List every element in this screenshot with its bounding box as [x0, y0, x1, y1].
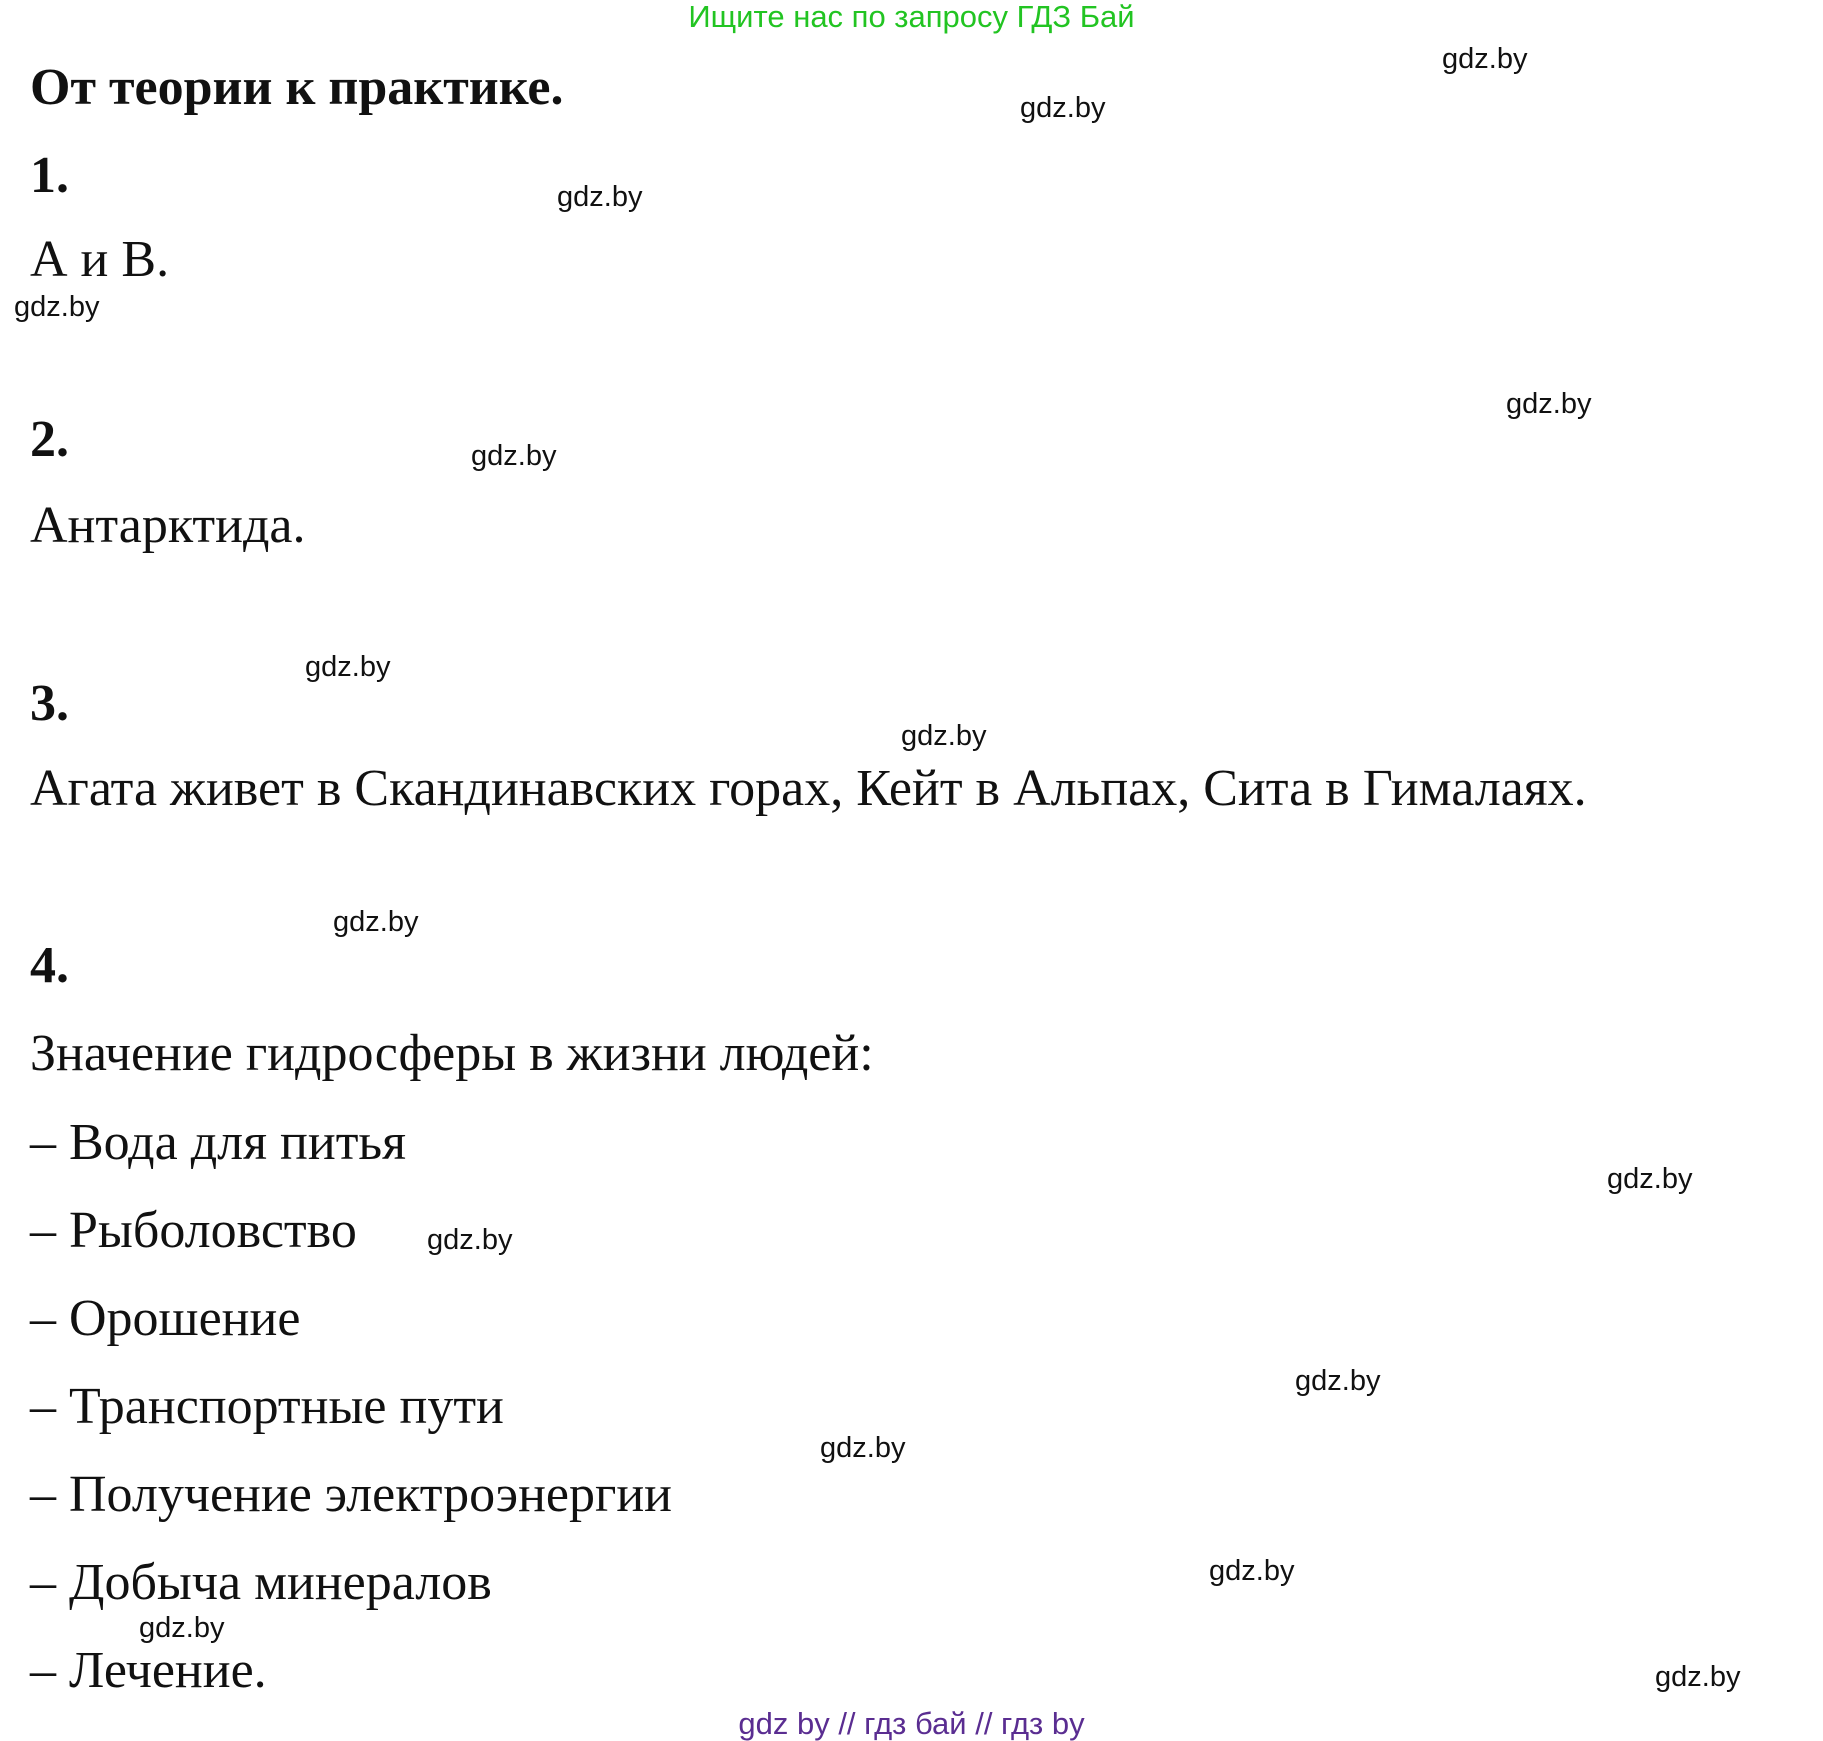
- list-item: – Добыча минералов: [30, 1554, 492, 1611]
- watermark: gdz.by: [1655, 1661, 1741, 1693]
- watermark: gdz.by: [427, 1224, 513, 1256]
- watermark: gdz.by: [820, 1432, 906, 1464]
- list-item: – Транспортные пути: [30, 1378, 504, 1435]
- watermark: gdz.by: [333, 906, 419, 938]
- list-item: – Вода для питья: [30, 1114, 407, 1171]
- watermark: gdz.by: [1295, 1365, 1381, 1397]
- answer-3: Агата живет в Скандинавских горах, Кейт в Альпах, Сита в Гималаях.: [30, 760, 1587, 817]
- list-item: – Орошение: [30, 1290, 301, 1347]
- question-number-3: 3.: [30, 675, 69, 732]
- watermark: gdz.by: [1607, 1163, 1693, 1195]
- watermark: gdz.by: [901, 720, 987, 752]
- question-number-2: 2.: [30, 411, 69, 468]
- question-number-1: 1.: [30, 147, 69, 204]
- list-item: – Получение электроэнергии: [30, 1466, 672, 1523]
- footer-links: gdz by // гдз бай // гдз by: [738, 1706, 1085, 1741]
- question-number-4: 4.: [30, 937, 69, 994]
- watermark: gdz.by: [1209, 1555, 1295, 1587]
- section-heading: От теории к практике.: [30, 59, 564, 116]
- watermark: gdz.by: [557, 181, 643, 213]
- list-item: – Лечение.: [30, 1642, 267, 1699]
- answer-1: А и В.: [30, 231, 170, 288]
- watermark: gdz.by: [1442, 43, 1528, 75]
- top-banner: Ищите нас по запросу ГДЗ Бай: [688, 0, 1135, 34]
- answer-4-intro: Значение гидросферы в жизни людей:: [30, 1025, 874, 1082]
- watermark: gdz.by: [1506, 388, 1592, 420]
- watermark: gdz.by: [1020, 92, 1106, 124]
- watermark: gdz.by: [14, 291, 100, 323]
- watermark: gdz.by: [305, 651, 391, 683]
- list-item: – Рыболовство: [30, 1202, 357, 1259]
- watermark: gdz.by: [139, 1612, 225, 1644]
- answer-2: Антарктида.: [30, 497, 306, 554]
- watermark: gdz.by: [471, 440, 557, 472]
